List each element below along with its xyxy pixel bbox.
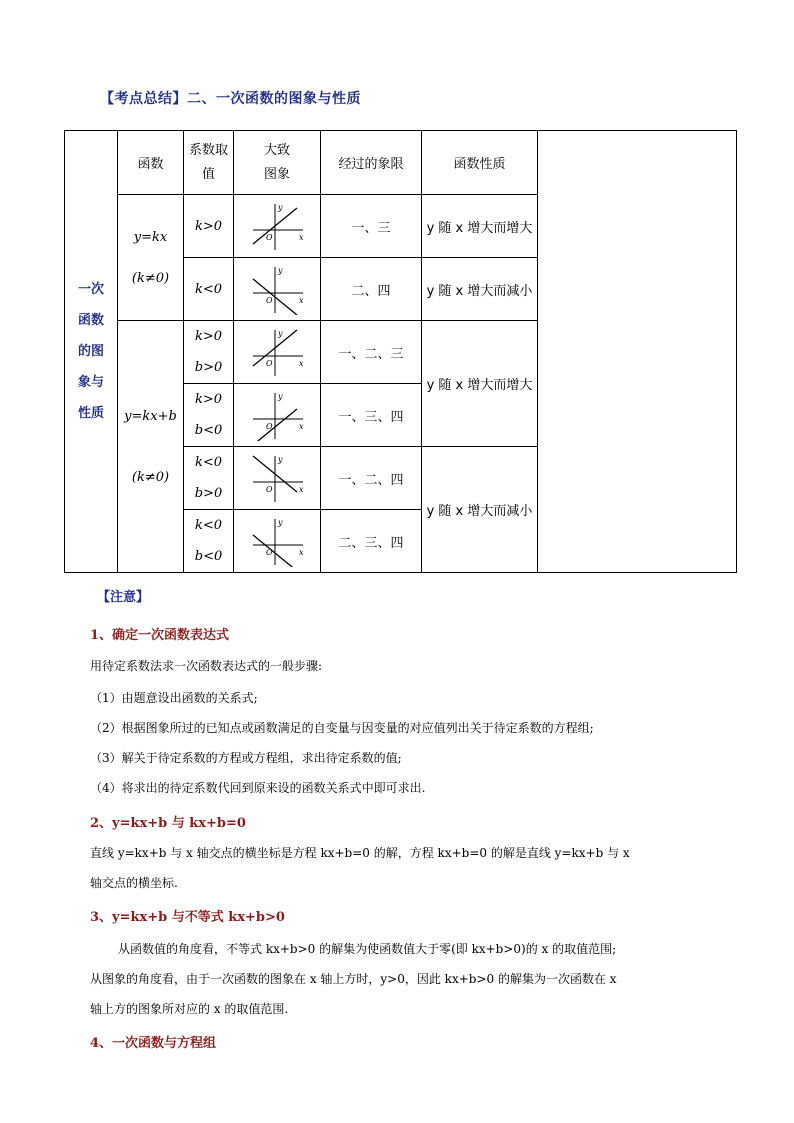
x-label: x (299, 548, 304, 557)
section-3-title: 3、y=kx+b 与不等式 kx+b>0 (90, 910, 285, 925)
section-2-line1: 直线 y=kx+b 与 x 轴交点的横坐标是方程 kx+b=0 的解，方程 kx+b=0 的解是直线 y=kx+b 与 x (90, 846, 630, 860)
prop-cell: y 随 x 增大而增大 (422, 195, 538, 258)
section-4-title: 4、一次函数与方程组 (90, 1036, 217, 1051)
graph-cell (234, 321, 321, 384)
header-quadrants: 经过的象限 (321, 131, 422, 195)
coef-cell: k<0 b>0 (184, 447, 234, 510)
quad-cell: 二、三、四 (321, 510, 422, 573)
quad-cell: 二、四 (321, 258, 422, 321)
section-3-line3: 轴上方的图象所对应的 x 的取值范围. (90, 1002, 289, 1016)
step-4: （4）将求出的待定系数代回到原来设的函数关系式中即可求出. (90, 781, 426, 795)
graph-cell (234, 384, 321, 447)
header-graph: 大致 图象 (234, 131, 321, 195)
blank-column (538, 131, 737, 573)
coef-cell: k>0 b<0 (184, 384, 234, 447)
y-label: y (278, 518, 283, 527)
group2-func: y=kx+b (k≠0) (118, 321, 184, 573)
note-title: 【注意】 (97, 590, 150, 605)
section-1-title: 1、确定一次函数表达式 (90, 628, 230, 643)
y-label: y (278, 329, 283, 338)
y-label: y (278, 455, 283, 464)
summary-title: 【考点总结】二、一次函数的图象与性质 (100, 91, 361, 107)
x-label: x (299, 485, 304, 494)
section-2-line2: 轴交点的横坐标. (90, 876, 178, 890)
step-3: （3）解关于待定系数的方程或方程组，求出待定系数的值; (90, 751, 402, 765)
prop-cell: y 随 x 增大而增大 (422, 321, 538, 447)
coef-cell: k<0 b<0 (184, 510, 234, 573)
graph-cell (234, 510, 321, 573)
group1-func: y=kx (k≠0) (118, 195, 184, 321)
prop-cell: y 随 x 增大而减小 (422, 258, 538, 321)
section-3-line2: 从图象的角度看，由于一次函数的图象在 x 轴上方时，y>0，因此 kx+b>0 的解集为一次函数在 x (90, 972, 617, 986)
x-label: x (299, 422, 304, 431)
coef-cell: k<0 (184, 258, 234, 321)
graph-cell (234, 258, 321, 321)
quad-cell: 一、三、四 (321, 384, 422, 447)
quad-cell: 一、三 (321, 195, 422, 258)
x-label: x (299, 233, 304, 242)
header-property: 函数性质 (422, 131, 538, 195)
origin-label: O (266, 359, 273, 368)
coef-cell: k>0 b>0 (184, 321, 234, 384)
step-2: （2）根据图象所过的已知点或函数满足的自变量与因变量的对应值列出关于待定系数的方程组; (90, 721, 594, 735)
header-func: 函数 (118, 131, 184, 195)
step-1: （1）由题意设出函数的关系式; (90, 691, 258, 705)
side-label: 一次 函数 的图 象与 性质 (65, 131, 118, 573)
y-label: y (278, 266, 283, 275)
x-label: x (299, 296, 304, 305)
function-table (64, 130, 737, 573)
y-label: y (278, 392, 283, 401)
graph-cell (234, 195, 321, 258)
origin-label: O (266, 485, 273, 494)
prop-cell: y 随 x 增大而减小 (422, 447, 538, 573)
section-3-line1: 从函数值的角度看，不等式 kx+b>0 的解集为使函数值大于零(即 kx+b>0)的 x 的取值范围; (118, 942, 617, 956)
quad-cell: 一、二、四 (321, 447, 422, 510)
y-label: y (278, 203, 283, 212)
section-1-intro: 用待定系数法求一次函数表达式的一般步骤: (90, 659, 323, 673)
graph-cell (234, 447, 321, 510)
origin-label: O (266, 548, 273, 557)
origin-label: O (266, 233, 273, 242)
origin-label: O (266, 422, 273, 431)
x-label: x (299, 359, 304, 368)
quad-cell: 一、二、三 (321, 321, 422, 384)
origin-label: O (266, 296, 273, 305)
section-2-title: 2、y=kx+b 与 kx+b=0 (90, 816, 246, 831)
header-coef: 系数取 值 (184, 131, 234, 195)
coef-cell: k>0 (184, 195, 234, 258)
